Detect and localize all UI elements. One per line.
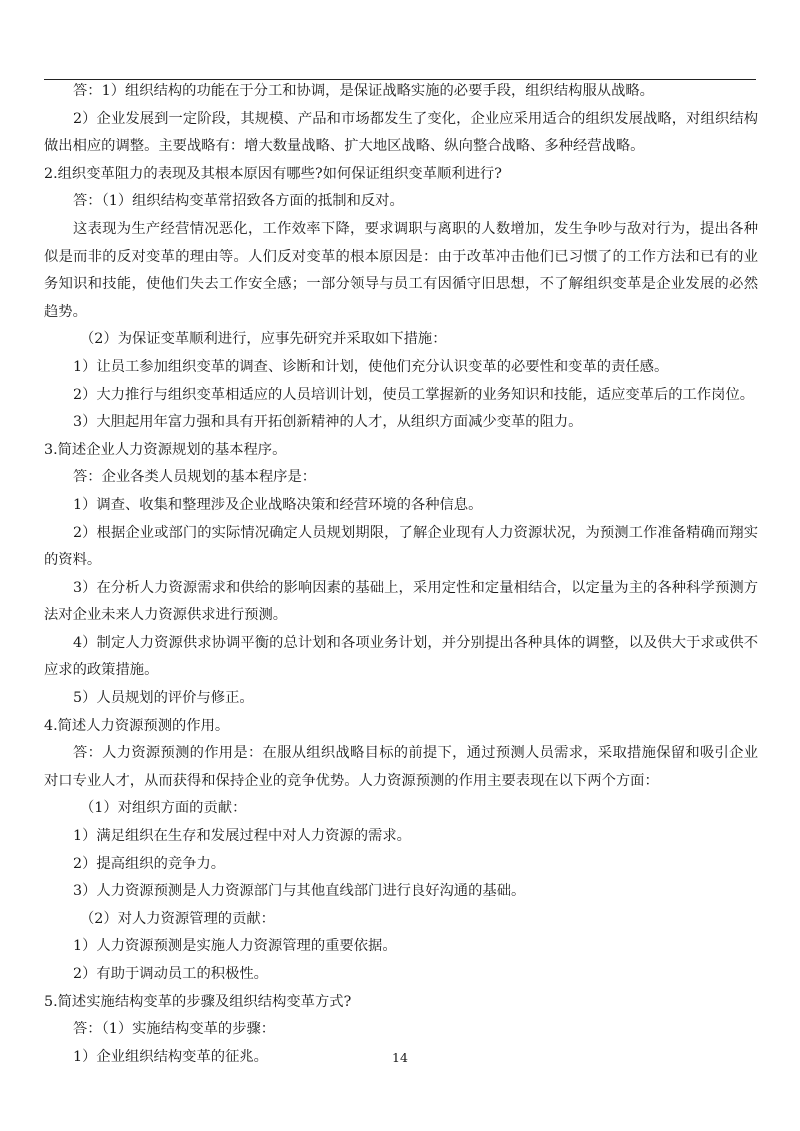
paragraph: 2）大力推行与组织变革相适应的人员培训计划，使员工掌握新的业务知识和技能，适应变革后的工作岗位。 — [73, 386, 755, 403]
paragraph: 2）企业发展到一定阶段，其规模、产品和市场都发生了变化，企业应采用适合的组织发展战略，对组织结构做出相应的调整。主要战略有：增大数量战略、扩大地区战略、纵向整合战略、多种经营战略。 — [44, 110, 758, 155]
question-heading: 2.组织变革阻力的表现及其根本原因有哪些?如何保证组织变革顺利进行? — [44, 165, 502, 182]
sub-heading: （1）对组织方面的贡献： — [80, 800, 247, 817]
paragraph: 答：1）组织结构的功能在于分工和协调，是保证战略实施的必要手段，组织结构服从战略。 — [73, 83, 654, 99]
paragraph: 3）人力资源预测是人力资源部门与其他直线部门进行良好沟通的基础。 — [73, 883, 526, 900]
paragraph: 1）让员工参加组织变革的调查、诊断和计划，使他们充分认识变革的必要性和变革的责任感。 — [73, 358, 669, 375]
paragraph: 2）提高组织的竞争力。 — [73, 855, 226, 872]
paragraph: 2）根据企业或部门的实际情况确定人员规划期限，了解企业现有人力资源状况，为预测工作准备精确而翔实的资料。 — [44, 524, 758, 569]
paragraph: 1）调查、收集和整理涉及企业战略决策和经营环境的各种信息。 — [73, 496, 483, 513]
paragraph: 答：企业各类人员规划的基本程序是： — [73, 469, 317, 486]
paragraph: 1）企业组织结构变革的征兆。 — [73, 1048, 268, 1065]
page-number: 14 — [392, 1050, 408, 1065]
paragraph: 2）有助于调动员工的积极性。 — [73, 966, 268, 982]
question-heading: 5.简述实施结构变革的步骤及组织结构变革方式? — [44, 993, 352, 1010]
paragraph: 4）制定人力资源供求协调平衡的总计划和各项业务计划，并分别提出各种具体的调整，以及供大于求或供不应求的政策措施。 — [44, 634, 758, 679]
paragraph: 3）在分析人力资源需求和供给的影响因素的基础上，采用定性和定量相结合，以定量为主的各种科学预测方法对企业未来人力资源供求进行预测。 — [44, 579, 758, 624]
paragraph: 1）人力资源预测是实施人力资源管理的重要依据。 — [73, 938, 397, 955]
paragraph: 5）人员规划的评价与修正。 — [73, 690, 254, 707]
paragraph: 答：（1）组织结构变革常招致各方面的抵制和反对。 — [73, 193, 404, 210]
sub-heading: （2）为保证变革顺利进行，应事先研究并采取如下措施： — [80, 331, 447, 348]
sub-heading: （2）对人力资源管理的贡献： — [80, 910, 275, 927]
paragraph: 3）大胆起用年富力强和具有开拓创新精神的人才，从组织方面减少变革的阻力。 — [73, 414, 583, 431]
paragraph: 答：人力资源预测的作用是：在服从组织战略目标的前提下，通过预测人员需求，采取措施保留和吸引企业对口专业人才，从而获得和保持企业的竞争优势。人力资源预测的作用主要表现在以下两个方面： — [44, 745, 758, 789]
paragraph: 这表现为生产经营情况恶化，工作效率下降，要求调职与离职的人数增加，发生争吵与敌对行为，提出各种似是而非的反对变革的理由等。人们反对变革的根本原因是：由于改革冲击他们已习惯了的工作方法和已有的业务知识和技能，使他们失去工作安全感；一部分领导与员工有因循守旧思想，不了解组织变革是企业发展的必然趋势。 — [44, 220, 758, 320]
question-heading: 3.简述企业人力资源规划的基本程序。 — [44, 441, 287, 458]
paragraph: 答：（1）实施结构变革的步骤： — [73, 1021, 276, 1038]
paragraph: 1）满足组织在生存和发展过程中对人力资源的需求。 — [73, 828, 411, 845]
page-content — [44, 78, 758, 1071]
question-heading: 4.简述人力资源预测的作用。 — [44, 717, 230, 734]
